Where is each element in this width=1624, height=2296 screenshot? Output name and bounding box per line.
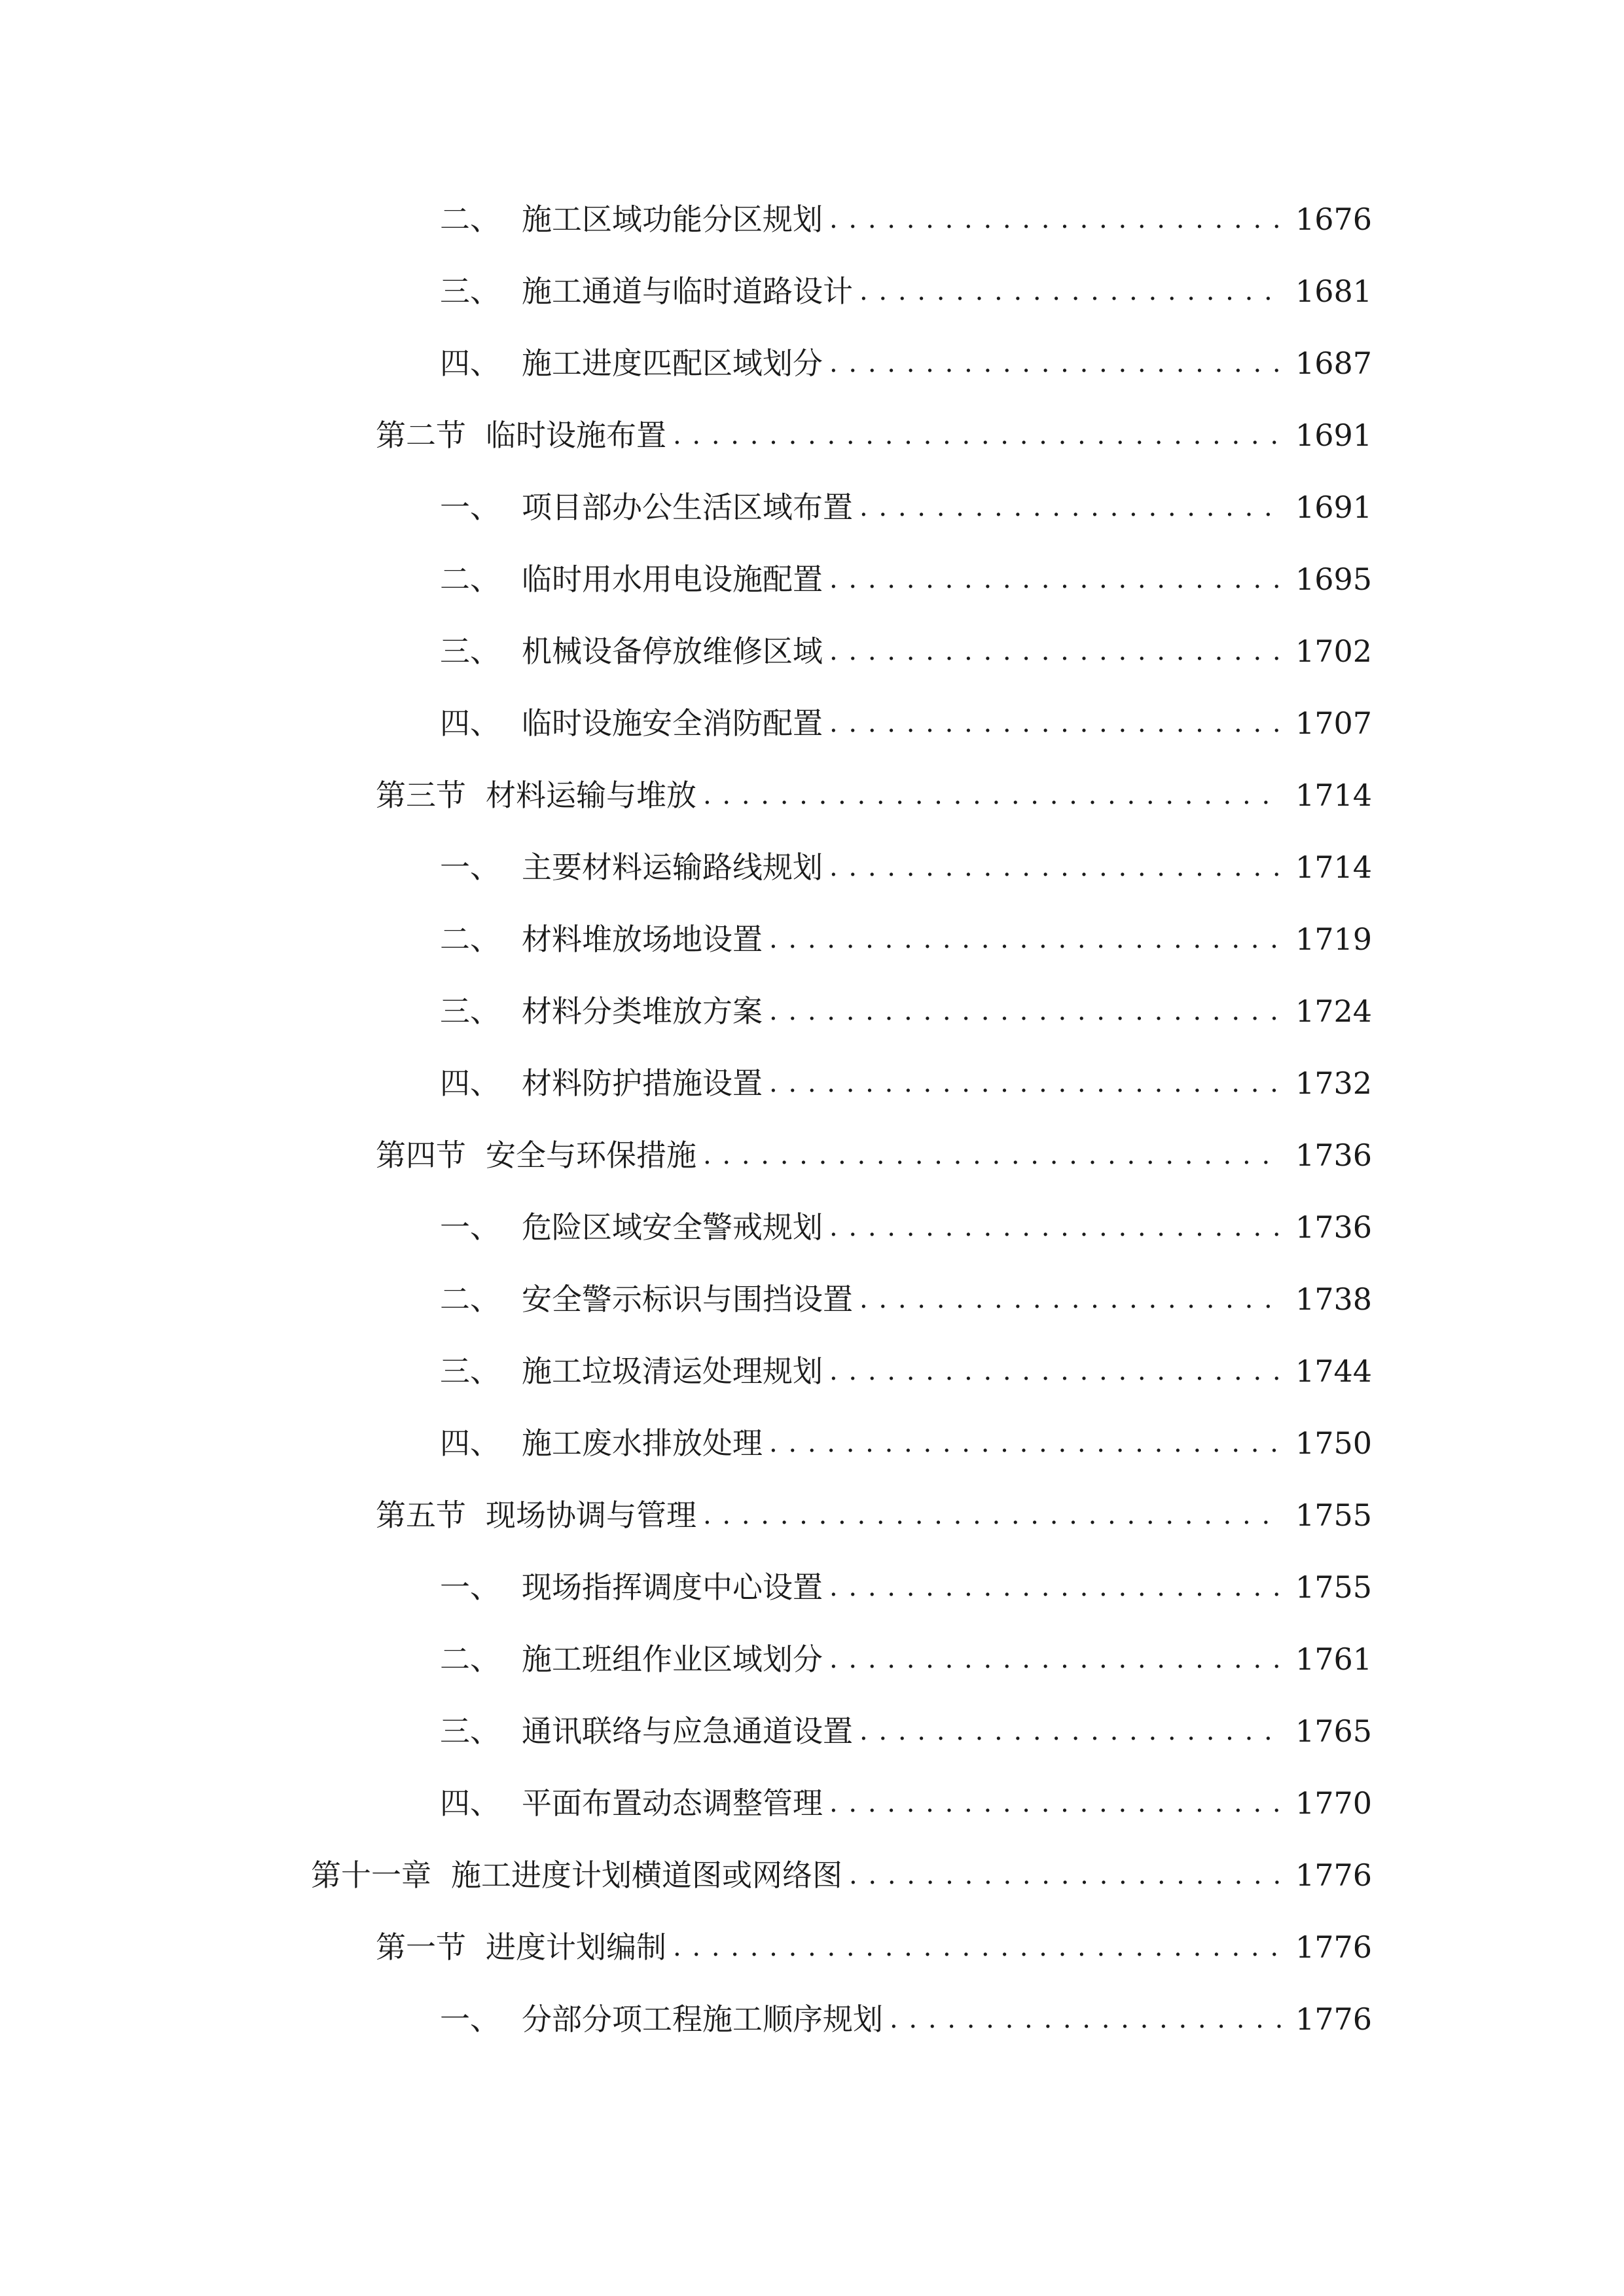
toc-entry-page: 1681 [1295, 274, 1372, 309]
toc-entry-page: 1695 [1295, 562, 1372, 597]
dot-leader [859, 1705, 1281, 1757]
toc-entry-subitem[interactable] [440, 1633, 1372, 1685]
toc-entry-subitem[interactable] [440, 1057, 1372, 1109]
toc-entry-page: 1755 [1295, 1570, 1372, 1605]
dot-leader [829, 1777, 1281, 1829]
dot-leader [829, 193, 1281, 245]
toc-entry-section[interactable] [376, 409, 1372, 461]
toc-entry-number: 一、 [440, 1570, 500, 1605]
toc-entry-subitem[interactable] [440, 625, 1372, 677]
toc-entry-number: 一、 [440, 2001, 500, 2037]
toc-entry-title: 平面布置动态调整管理 [522, 1785, 823, 1821]
dot-leader [829, 1201, 1281, 1253]
toc-entry-section[interactable] [376, 1489, 1372, 1541]
dot-leader [673, 1921, 1281, 1973]
toc-entry-subitem[interactable] [440, 193, 1372, 245]
toc-entry-number: 三、 [440, 994, 500, 1029]
dot-leader [829, 697, 1281, 749]
toc-entry-title: 机械设备停放维修区域 [522, 634, 823, 669]
toc-entry-title: 安全警示标识与围挡设置 [522, 1282, 853, 1317]
toc-entry-title: 临时设施安全消防配置 [522, 706, 823, 741]
dot-leader [849, 1849, 1281, 1901]
toc-entry-number: 三、 [440, 274, 500, 309]
toc-entry-number: 二、 [440, 1641, 500, 1677]
toc-entry-title: 临时用水用电设施配置 [522, 562, 823, 597]
toc-entry-number: 三、 [440, 1713, 500, 1749]
toc-entry-subitem[interactable] [440, 1561, 1372, 1613]
toc-entry-subitem[interactable] [440, 1777, 1372, 1829]
toc-entry-number: 一、 [440, 850, 500, 885]
toc-entry-number: 四、 [440, 1066, 500, 1101]
toc-entry-title: 危险区域安全警戒规划 [522, 1210, 823, 1245]
toc-entry-subitem[interactable] [440, 481, 1372, 533]
toc-entry-subitem[interactable] [440, 1273, 1372, 1325]
toc-entry-subitem[interactable] [440, 697, 1372, 749]
dot-leader [703, 1129, 1281, 1181]
toc-entry-title: 通讯联络与应急通道设置 [522, 1713, 853, 1749]
toc-entry-number: 一、 [440, 490, 500, 525]
toc-entry-subitem[interactable] [440, 337, 1372, 389]
toc-entry-section[interactable] [376, 769, 1372, 821]
toc-entry-page: 1750 [1295, 1426, 1372, 1461]
toc-entry-number: 三、 [440, 634, 500, 669]
toc-entry-number: 四、 [440, 346, 500, 381]
toc-entry-title: 主要材料运输路线规划 [522, 850, 823, 885]
toc-entry-page: 1755 [1295, 1498, 1372, 1533]
toc-entry-number: 第一节 [376, 1929, 466, 1965]
toc-entry-subitem[interactable] [440, 1993, 1372, 2045]
toc-entry-title: 施工通道与临时道路设计 [522, 274, 853, 309]
toc-entry-title: 施工进度计划横道图或网络图 [451, 1857, 842, 1893]
toc-entry-page: 1676 [1295, 202, 1372, 237]
dot-leader [703, 1489, 1281, 1541]
toc-entry-number: 二、 [440, 1282, 500, 1317]
toc-entry-page: 1702 [1295, 634, 1372, 669]
toc-entry-page: 1719 [1295, 922, 1372, 957]
dot-leader [829, 1561, 1281, 1613]
dot-leader [829, 841, 1281, 893]
dot-leader [673, 409, 1281, 461]
toc-entry-page: 1707 [1295, 706, 1372, 741]
dot-leader [829, 1345, 1281, 1397]
toc-entry-number: 四、 [440, 1785, 500, 1821]
toc-entry-page: 1691 [1295, 490, 1372, 525]
toc-entry-page: 1732 [1295, 1066, 1372, 1101]
toc-entry-page: 1714 [1295, 850, 1372, 885]
toc-entry-title: 项目部办公生活区域布置 [522, 490, 853, 525]
toc-entry-title: 施工废水排放处理 [522, 1426, 763, 1461]
dot-leader [890, 1993, 1281, 2045]
toc-entry-number: 一、 [440, 1210, 500, 1245]
toc-entry-number: 四、 [440, 1426, 500, 1461]
toc-entry-number: 第五节 [376, 1498, 466, 1533]
toc-entry-subitem[interactable] [440, 841, 1372, 893]
toc-entry-subitem[interactable] [440, 1345, 1372, 1397]
toc-entry-number: 四、 [440, 706, 500, 741]
toc-entry-title: 施工班组作业区域划分 [522, 1641, 823, 1677]
toc-entry-title: 临时设施布置 [486, 418, 666, 453]
toc-entry-title: 施工进度匹配区域划分 [522, 346, 823, 381]
toc-entry-subitem[interactable] [440, 985, 1372, 1037]
toc-entry-page: 1738 [1295, 1282, 1372, 1317]
toc-entry-page: 1691 [1295, 418, 1372, 453]
toc-entry-page: 1765 [1295, 1713, 1372, 1749]
toc-entry-subitem[interactable] [440, 913, 1372, 965]
toc-entry-page: 1776 [1295, 1857, 1372, 1893]
toc-entry-section[interactable] [376, 1129, 1372, 1181]
toc-entry-number: 第四节 [376, 1138, 466, 1173]
toc-entry-number: 第十一章 [311, 1857, 431, 1893]
toc-entry-subitem[interactable] [440, 265, 1372, 317]
toc-entry-number: 二、 [440, 922, 500, 957]
toc-entry-page: 1687 [1295, 346, 1372, 381]
toc-entry-title: 进度计划编制 [486, 1929, 666, 1965]
dot-leader [829, 337, 1281, 389]
toc-entry-title: 施工区域功能分区规划 [522, 202, 823, 237]
toc-entry-number: 三、 [440, 1354, 500, 1389]
toc-entry-title: 材料防护措施设置 [522, 1066, 763, 1101]
toc-entry-title: 材料堆放场地设置 [522, 922, 763, 957]
toc-entry-page: 1770 [1295, 1785, 1372, 1821]
toc-entry-title: 分部分项工程施工顺序规划 [522, 2001, 883, 2037]
dot-leader [829, 625, 1281, 677]
toc-entry-page: 1776 [1295, 1929, 1372, 1965]
toc-entry-title: 施工垃圾清运处理规划 [522, 1354, 823, 1389]
dot-leader [769, 1417, 1281, 1469]
dot-leader [769, 913, 1281, 965]
toc-entry-page: 1744 [1295, 1354, 1372, 1389]
toc-entry-title: 材料运输与堆放 [486, 778, 696, 813]
dot-leader [703, 769, 1281, 821]
dot-leader [859, 1273, 1281, 1325]
toc-entry-page: 1724 [1295, 994, 1372, 1029]
toc-entry-subitem[interactable] [440, 553, 1372, 605]
toc-entry-page: 1736 [1295, 1138, 1372, 1173]
dot-leader [859, 265, 1281, 317]
dot-leader [829, 553, 1281, 605]
toc-entry-page: 1736 [1295, 1210, 1372, 1245]
toc-entry-page: 1761 [1295, 1641, 1372, 1677]
toc-entry-subitem[interactable] [440, 1417, 1372, 1469]
dot-leader [769, 1057, 1281, 1109]
dot-leader [769, 985, 1281, 1037]
toc-entry-subitem[interactable] [440, 1705, 1372, 1757]
toc-entry-number: 二、 [440, 562, 500, 597]
toc-entry-page: 1776 [1295, 2001, 1372, 2037]
toc-entry-chapter[interactable] [311, 1849, 1372, 1901]
toc-entry-number: 二、 [440, 202, 500, 237]
toc-entry-page: 1714 [1295, 778, 1372, 813]
toc-entry-number: 第三节 [376, 778, 466, 813]
toc-entry-number: 第二节 [376, 418, 466, 453]
toc-entry-title: 安全与环保措施 [486, 1138, 696, 1173]
toc-entry-section[interactable] [376, 1921, 1372, 1973]
toc-entry-title: 现场协调与管理 [486, 1498, 696, 1533]
dot-leader [829, 1633, 1281, 1685]
toc-entry-subitem[interactable] [440, 1201, 1372, 1253]
toc-entry-title: 现场指挥调度中心设置 [522, 1570, 823, 1605]
toc-entry-title: 材料分类堆放方案 [522, 994, 763, 1029]
dot-leader [859, 481, 1281, 533]
